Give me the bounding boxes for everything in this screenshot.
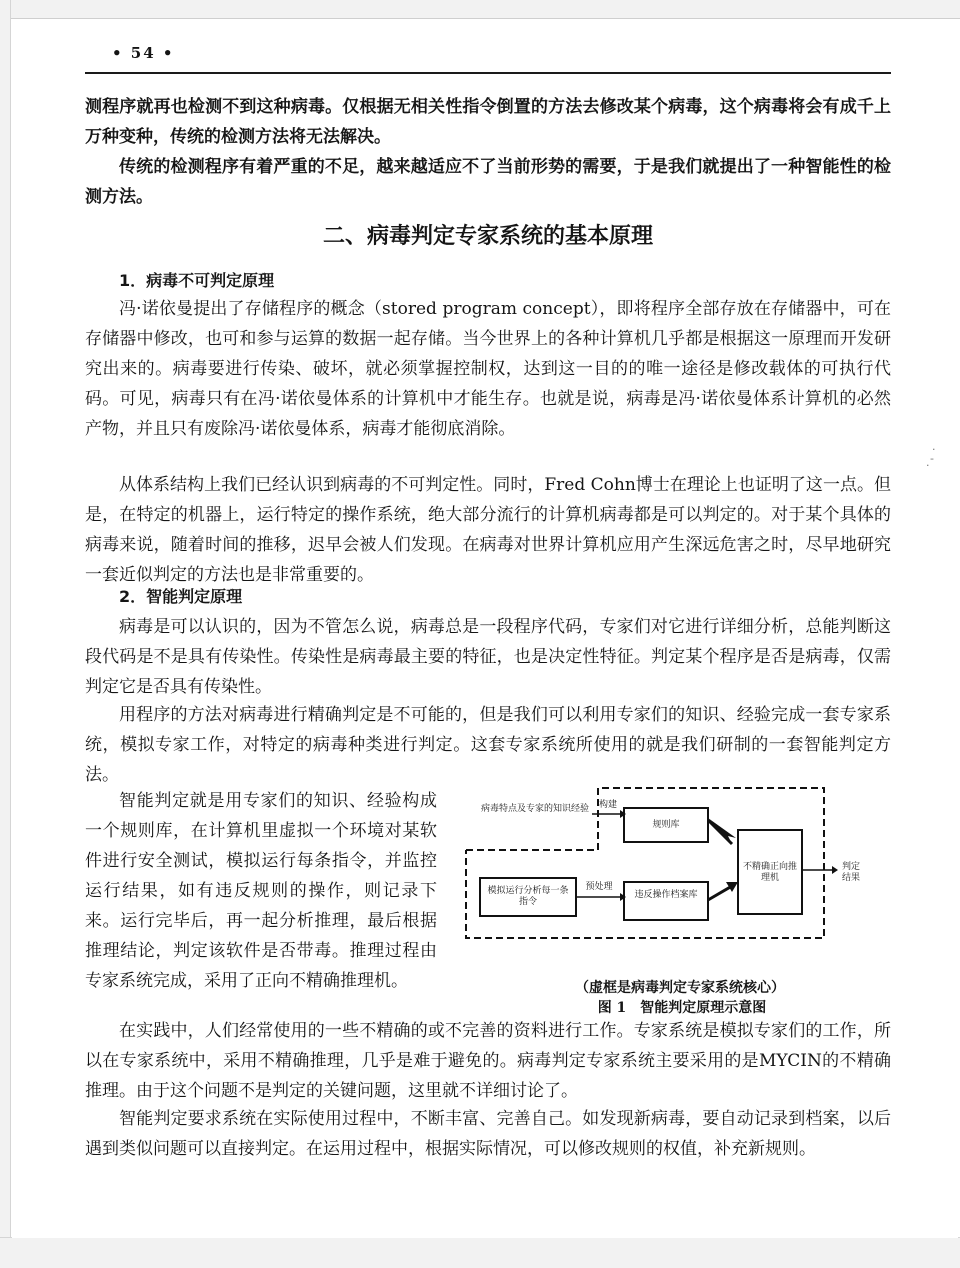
figure-output-label: 判定结果 [841,862,860,883]
figure-simulate-label: 模拟运行分析每一条指令 [487,886,569,907]
figure-caption: 图 1 智能判定原理示意图 [597,1000,767,1016]
violation-box-outline [624,882,708,920]
figure-diagram [460,778,860,1008]
paragraph-8: 在实践中，人们经常使用的一些不精确的或不完善的资料进行工作。专家系统是模拟专家们的工作，所以在专家系统中，采用不精确推理，几乎是难于避免的。病毒判定专家系统主要采用的是MYCIN的不精确推理。由于这个问题不是判定的关键问题，这里就不详细讨论了。 [85,1021,891,1101]
scan-speck: - [930,452,934,465]
section-heading: 二、病毒判定专家系统的基本原理 [322,224,653,249]
figure-engine-label: 不精确正向推理机 [742,862,797,883]
subheading-1: 1．病毒不可判定原理 [119,271,275,290]
figure-input-label: 病毒特点及专家的知识经验 [480,804,589,814]
figure-rules-label: 规则库 [652,820,680,830]
paragraph-4: 从体系结构上我们已经认识到病毒的不可判定性。同时，Fred Cohn博士在理论上也证明了这一点。但是，在特定的机器上，运行特定的操作系统，绝大部分流行的计算机病毒都是可以判定的。对于某个具体的病毒来说，随着时间的推移，迟早会被人们发现。在病毒对世界计算机应用产生深远危害之时，尽早地研究一套近似判定的方法也是非常重要的。 [85,475,891,585]
paragraph-1: 测程序就再也检测不到这种病毒。仅根据无相关性指令倒置的方法去修改某个病毒，这个病毒将会有成千上万种变种，传统的检测方法将无法解决。 [85,97,891,147]
scan-speck: . [932,440,936,453]
figure-note: （虚框是病毒判定专家系统核心） [575,980,785,996]
viewer-left-bar [0,0,11,1268]
paragraph-7: 智能判定就是用专家们的知识、经验构成一个规则库，在计算机里虚拟一个环境对某软件进行安全测试，模拟运行每条指令，并监控运行结果，如有违反规则的操作，则记录下来。运行完毕后，再一起分析推理，最后根据推理结论，判定该软件是否带毒。推理过程由专家系统完成，采用了正向不精确推理机。 [85,791,437,991]
arrow-violation-engine [708,886,732,900]
scan-speck: . [926,456,930,469]
subheading-2: 2．智能判定原理 [119,587,243,606]
paragraph-9: 智能判定要求系统在实际使用过程中，不断丰富、完善自己。如发现新病毒，要自动记录到档案，以后遇到类似问题可以直接判定。在运用过程中，根据实际情况，可以修改规则的权值，补充新规则。 [85,1109,891,1159]
paragraph-5: 病毒是可以认识的，因为不管怎么说，病毒总是一段程序代码，专家们对它进行详细分析，总能判断这段代码是不是具有传染性。传染性是病毒最主要的特征，也是决定性特征。判定某个程序是否是病毒，仅需判定它是否具有传染性。 [85,617,891,697]
header-rule [85,72,891,74]
document-page [12,20,958,1238]
viewer-top-bar [0,0,960,19]
paragraph-2: 传统的检测程序有着严重的不足，越来越适应不了当前形势的需要，于是我们就提出了一种智能性的检测方法。 [85,157,891,207]
page-number: • 54 • [112,44,175,62]
paragraph-3: 冯·诺依曼提出了存储程序的概念（stored program concept），即将程序全部存放在存储器中，可在存储器中修改，也可和参与运算的数据一起存储。当今世界上的各种计算机几乎都是根据这一原理而开发研究出来的。病毒要进行传染、破坏，就必须掌握控制权，达到这一目的的唯一途径是修改载体的可执行代码。可见，病毒只有在冯·诺依曼体系的计算机中才能生存。也就是说，病毒是冯·诺依曼体系计算机的必然产物，并且只有废除冯·诺依曼体系，病毒才能彻底消除。 [85,299,891,439]
arrow-rules-engine [708,818,736,844]
viewer-bottom-bar [0,1237,960,1268]
figure-build-label: 构建 [598,800,617,810]
figure-preprocess-label: 预处理 [585,882,613,892]
paragraph-6: 用程序的方法对病毒进行精确判定是不可能的，但是我们可以利用专家们的知识、经验完成一套专家系统，模拟专家工作，对特定的病毒种类进行判定。这套专家系统所使用的就是我们研制的一套智能判定方法。 [85,705,891,785]
figure-violation-label: 违反操作档案库 [634,890,698,900]
